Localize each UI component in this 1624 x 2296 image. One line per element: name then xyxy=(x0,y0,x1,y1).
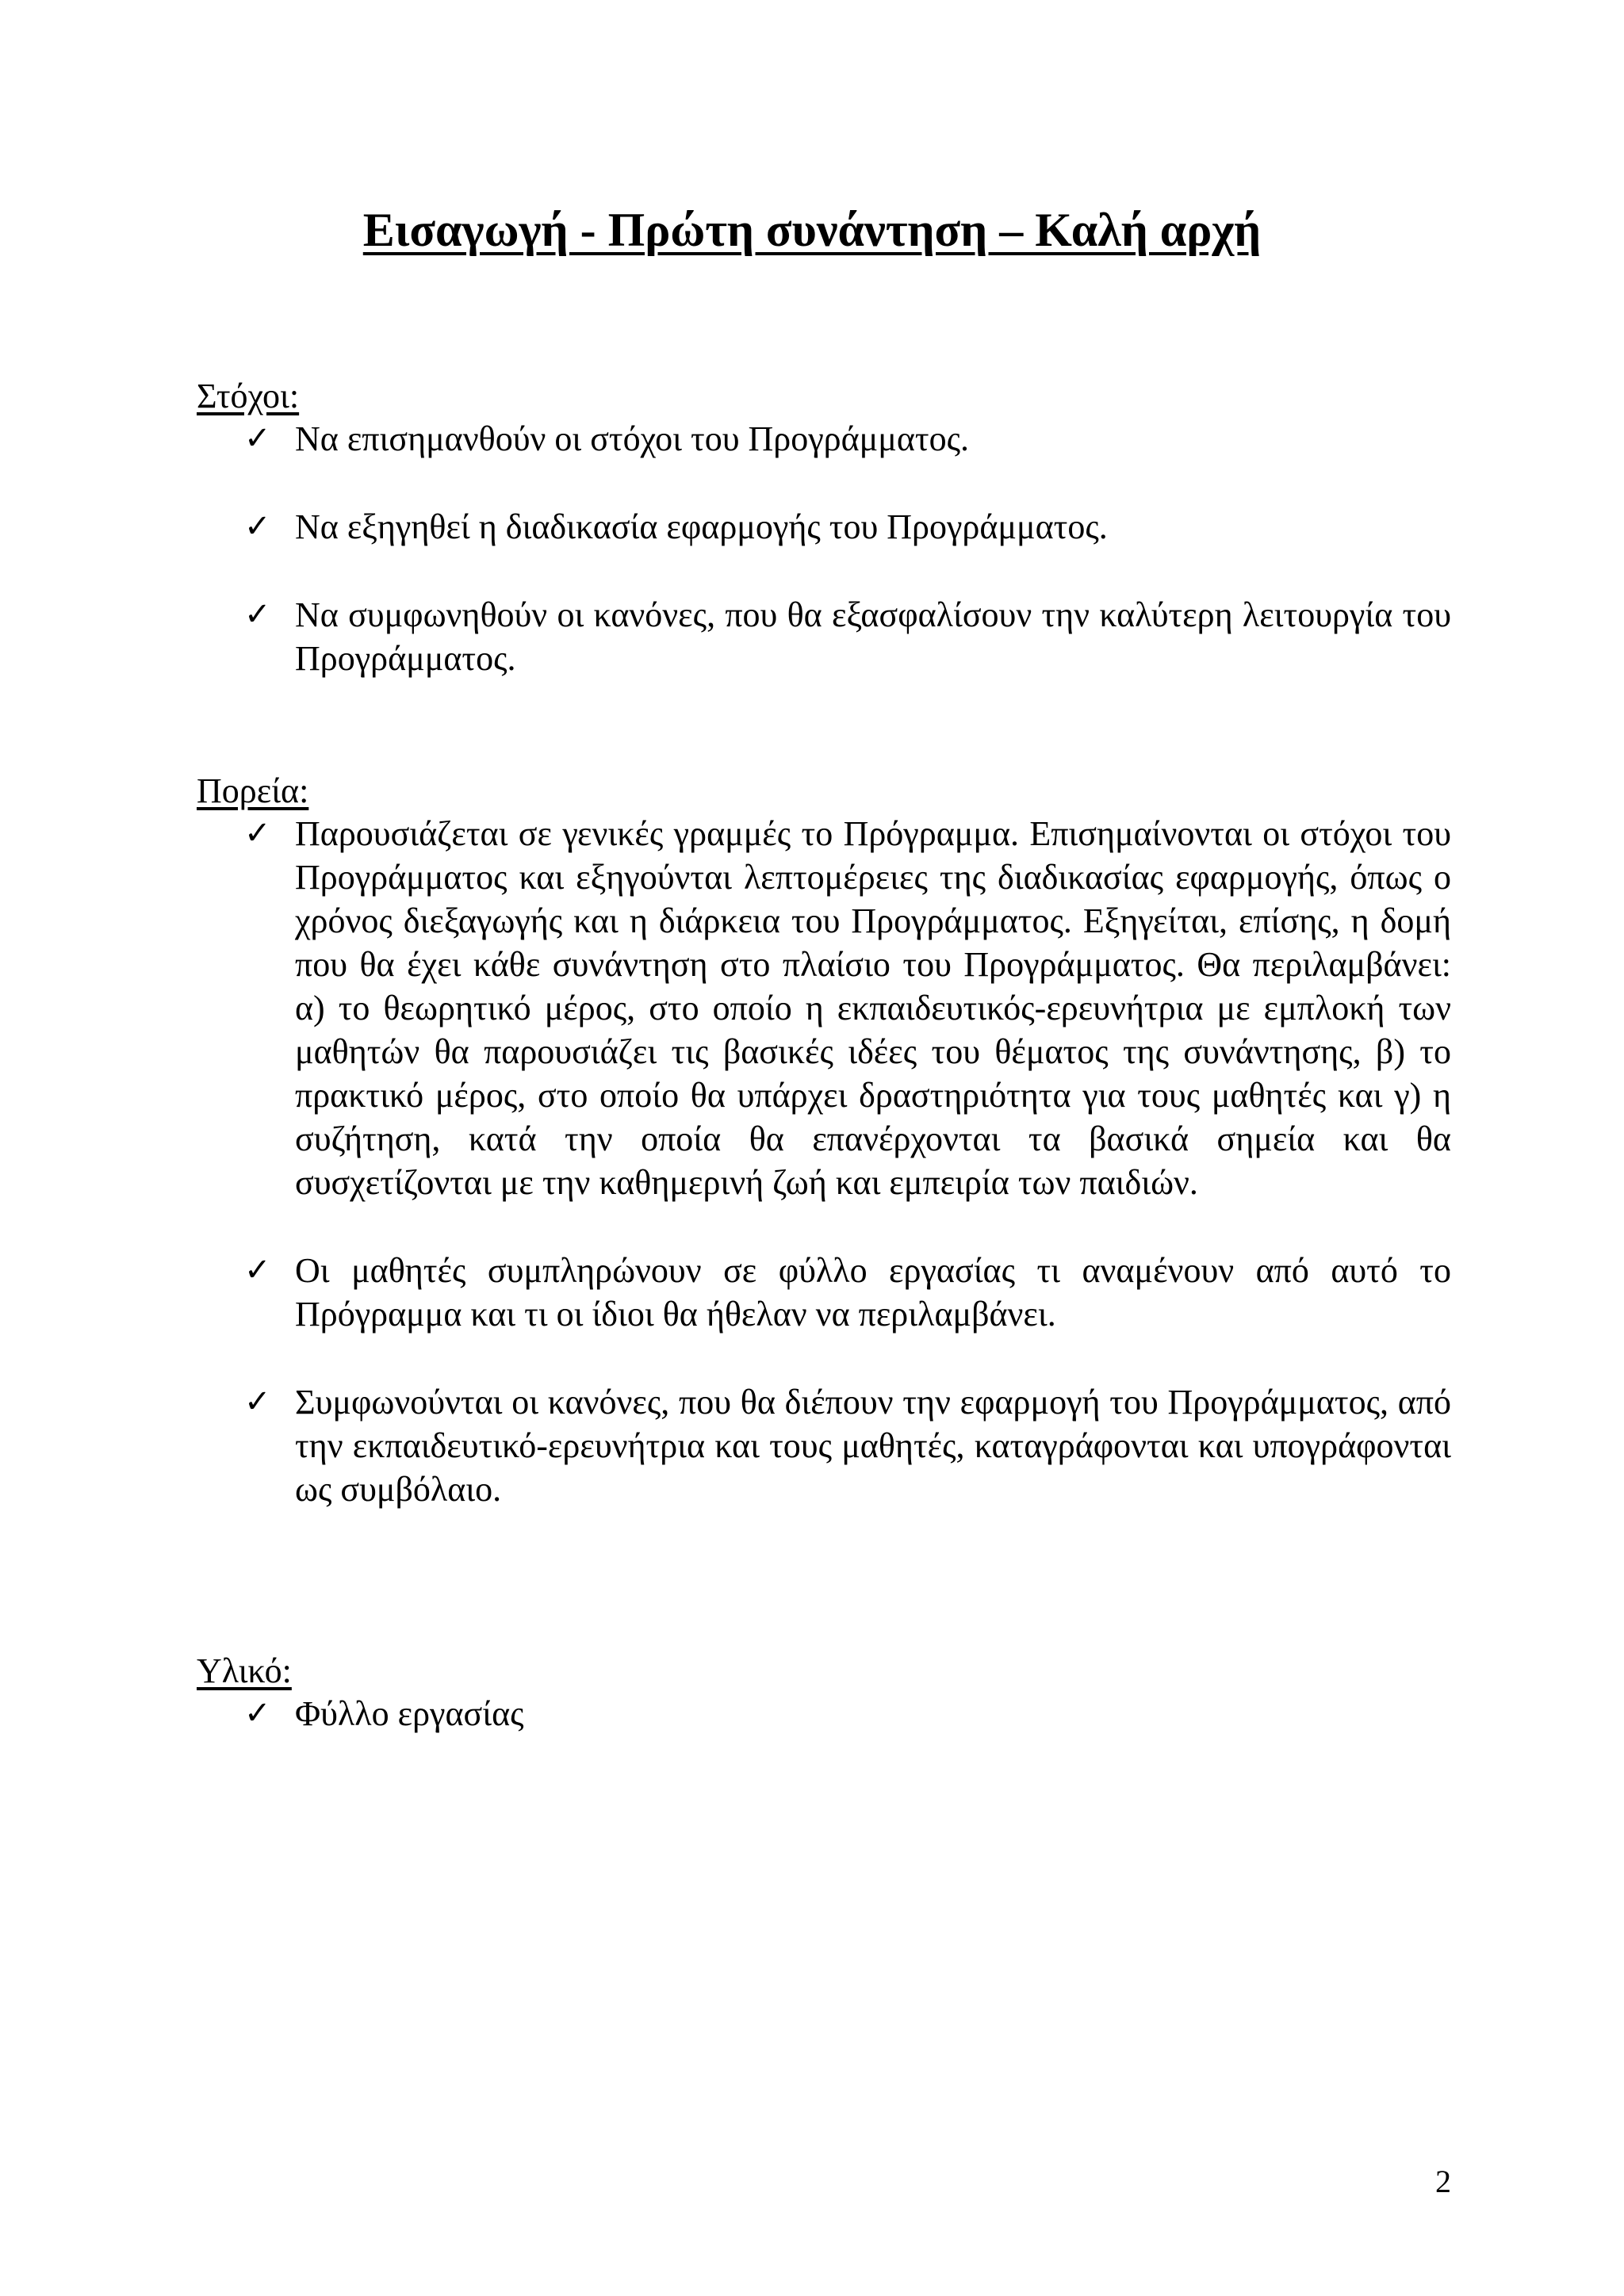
list-item-text: Οι μαθητές συμπληρώνουν σε φύλλο εργασίας τι αναμένουν από αυτό το Πρόγραμμα και τι οι ίδιοι θα ήθελαν να περιλαμβάνει. xyxy=(295,1251,1451,1334)
list-item-text: Συμφωνούνται οι κανόνες, που θα διέπουν την εφαρμογή του Προγράμματος, από την εκπαιδευτικό-ερευνήτρια και τους μαθητές, καταγράφονται και υπογράφονται ως συμβόλαιο. xyxy=(295,1383,1451,1509)
checkmark-icon: ✓ xyxy=(244,815,271,851)
list-item-text: Να επισημανθούν οι στόχοι του Προγράμματος. xyxy=(295,419,970,458)
checkmark-icon: ✓ xyxy=(244,1252,271,1288)
list-item xyxy=(197,417,1451,461)
list-item xyxy=(197,1249,1451,1336)
section-materials xyxy=(197,1651,1451,1735)
list-item xyxy=(197,505,1451,549)
section-procedure xyxy=(197,771,1451,1511)
section-heading-procedure: Πορεία: xyxy=(197,771,309,810)
section-goals xyxy=(197,376,1451,680)
checkmark-icon: ✓ xyxy=(244,596,271,633)
list-item xyxy=(197,812,1451,1204)
list-item-text: Παρουσιάζεται σε γενικές γραμμές το Πρόγραμμα. Επισημαίνονται οι στόχοι του Προγράμματος και εξηγούνται λεπτομέρειες της διαδικασίας εφαρμογής, όπως ο χρόνος διεξαγωγής και η διάρκεια του Προγράμματος. Εξηγείται, επίσης, η δομή που θα έχει κάθε συνάντηση στο πλαίσιο του Προγράμματος. Θα περιλαμβάνει: α) το θεωρητικό μέρος, στο οποίο η εκπαιδευτικός-ερευνήτρια με εμπλοκή των μαθητών θα παρουσιάζει τις βασικές ιδέες του θέματος της συνάντησης, β) το πρακτικό μέρος, στο οποίο θα υπάρχει δραστηριότητα για τους μαθητές και γ) η συζήτηση, κατά την οποία θα επανέρχονται τα βασικά σημεία και θα συσχετίζονται με την καθημερινή ζωή και εμπειρία των παιδιών. xyxy=(295,814,1451,1202)
section-heading-materials: Υλικό: xyxy=(197,1651,292,1690)
checkmark-icon: ✓ xyxy=(244,1383,271,1420)
list-item xyxy=(197,1692,1451,1735)
list-item-text: Να εξηγηθεί η διαδικασία εφαρμογής του Προγράμματος. xyxy=(295,507,1108,546)
page-title: Εισαγωγή - Πρώτη συνάντηση – Καλή αρχή xyxy=(362,204,1262,256)
list-item xyxy=(197,593,1451,680)
section-heading-goals: Στόχοι: xyxy=(197,377,300,415)
checkmark-icon: ✓ xyxy=(244,1695,271,1732)
list-item-text: Φύλλο εργασίας xyxy=(295,1694,524,1733)
page-number: 2 xyxy=(1435,2164,1451,2199)
list-item-text: Να συμφωνηθούν οι κανόνες, που θα εξασφαλίσουν την καλύτερη λειτουργία του Προγράμματος. xyxy=(295,595,1451,678)
list-item xyxy=(197,1380,1451,1511)
checkmark-icon: ✓ xyxy=(244,508,271,545)
checkmark-icon: ✓ xyxy=(244,420,271,457)
